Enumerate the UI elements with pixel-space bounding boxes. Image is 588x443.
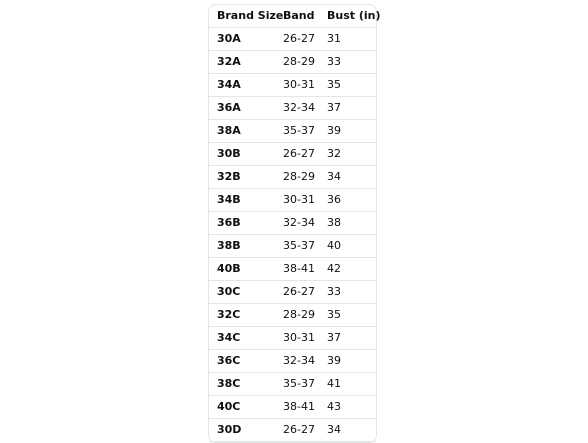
cell-brand-size: 30B [209,143,275,166]
table-row [209,143,376,166]
table-row [209,212,376,235]
cell-bust: 35 [319,74,376,97]
header-brand-size: Brand Size [209,5,275,28]
cell-bust: 35 [319,304,376,327]
cell-bust: 41 [319,373,376,396]
cell-brand-size: 36C [209,350,275,373]
cell-bust: 33 [319,51,376,74]
cell-band: 30-31 [275,74,319,97]
header-bust: Bust (in) [319,5,376,28]
cell-brand-size: 36B [209,212,275,235]
cell-band: 28-29 [275,304,319,327]
cell-bust: 34 [319,419,376,442]
table-row [209,235,376,258]
table-row [209,327,376,350]
table-row [209,350,376,373]
cell-brand-size: 30A [209,28,275,51]
cell-bust: 32 [319,143,376,166]
cell-bust: 31 [319,28,376,51]
cell-band: 30-31 [275,189,319,212]
cell-band: 28-29 [275,51,319,74]
cell-band: 26-27 [275,28,319,51]
table-row [209,396,376,419]
table-row [209,304,376,327]
table-row [209,120,376,143]
cell-band: 26-27 [275,143,319,166]
cell-bust: 36 [319,189,376,212]
table-row [209,28,376,51]
table-row [209,51,376,74]
cell-bust: 34 [319,166,376,189]
cell-band: 32-34 [275,350,319,373]
table-row [209,281,376,304]
cell-brand-size: 32A [209,51,275,74]
header-band: Band [275,5,319,28]
cell-band: 28-29 [275,166,319,189]
header-row [209,5,376,28]
cell-brand-size: 32C [209,304,275,327]
table-row [209,258,376,281]
table-header [209,5,381,28]
table-row [209,373,376,396]
cell-band: 26-27 [275,419,319,442]
cell-band: 26-27 [275,281,319,304]
cell-brand-size: 30D [209,419,275,442]
cell-brand-size: 34B [209,189,275,212]
cell-brand-size: 38B [209,235,275,258]
table-row [209,166,376,189]
size-chart-table [208,4,381,443]
cell-brand-size: 38C [209,373,275,396]
cell-bust: 43 [319,396,376,419]
cell-brand-size: 40C [209,396,275,419]
cell-band: 38-41 [275,258,319,281]
cell-bust: 39 [319,350,376,373]
cell-brand-size: 30C [209,281,275,304]
cell-bust: 39 [319,120,376,143]
cell-brand-size: 32B [209,166,275,189]
cell-bust: 33 [319,281,376,304]
cell-brand-size: 40B [209,258,275,281]
cell-band: 32-34 [275,97,319,120]
cell-bust: 40 [319,235,376,258]
cell-band: 35-37 [275,235,319,258]
cell-brand-size: 38A [209,120,275,143]
cell-brand-size: 36A [209,97,275,120]
cell-bust: 38 [319,212,376,235]
cell-brand-size: 34A [209,74,275,97]
table-body [209,28,376,442]
cell-bust: 37 [319,327,376,350]
cell-band: 38-41 [275,396,319,419]
table-row [209,74,376,97]
cell-bust: 37 [319,97,376,120]
cell-band: 32-34 [275,212,319,235]
cell-bust: 42 [319,258,376,281]
cell-band: 35-37 [275,373,319,396]
cell-band: 30-31 [275,327,319,350]
cell-brand-size: 34C [209,327,275,350]
table-row [209,97,376,120]
cell-band: 35-37 [275,120,319,143]
table-row [209,189,376,212]
table-row [209,419,376,442]
